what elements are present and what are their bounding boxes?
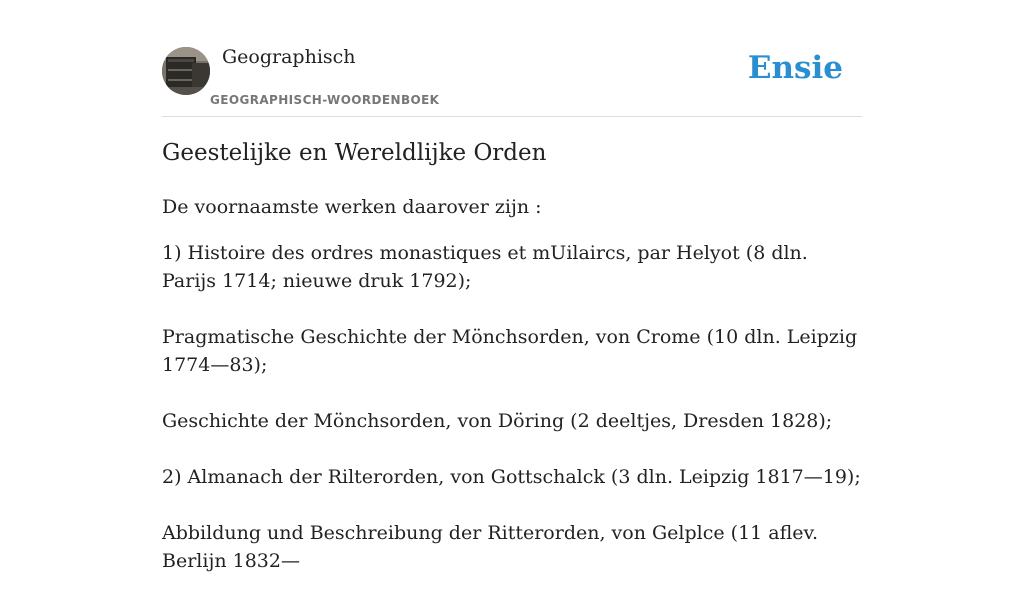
entry-intro: De voornaamste werken daarover zijn : [162, 196, 542, 218]
entry-paragraph: Geschichte der Mönchsorden, von Döring (2 deeltjes, Dresden 1828); [162, 410, 833, 432]
page-container [162, 0, 862, 572]
entry-paragraph: 1) Histoire des ordres monastiques et mUilaircs, par Helyot (8 dln. Parijs 1714; nieuwe druk 1792); [162, 242, 808, 292]
brand-logo[interactable]: Ensie [747, 50, 843, 86]
entry-paragraph: Pragmatische Geschichte der Mönchsorden, von Crome (10 dln. Leipzig 1774—83); [162, 326, 858, 376]
entry-paragraph: Abbildung und Beschreibung der Ritterorden, von Gelplce (11 aflev. Berlijn 1832— [162, 522, 819, 572]
entry-title: Geestelijke en Wereldlijke Orden [162, 140, 547, 166]
book-cover-avatar-icon[interactable] [162, 47, 210, 95]
header [162, 0, 862, 117]
book-title[interactable]: Geographisch [222, 46, 356, 68]
book-subtitle[interactable]: GEOGRAPHISCH-WOORDENBOEK [210, 93, 440, 107]
entry-paragraph: 2) Almanach der Rilterorden, von Gottschalck (3 dln. Leipzig 1817—19); [162, 466, 861, 488]
entry-body [162, 193, 862, 603]
